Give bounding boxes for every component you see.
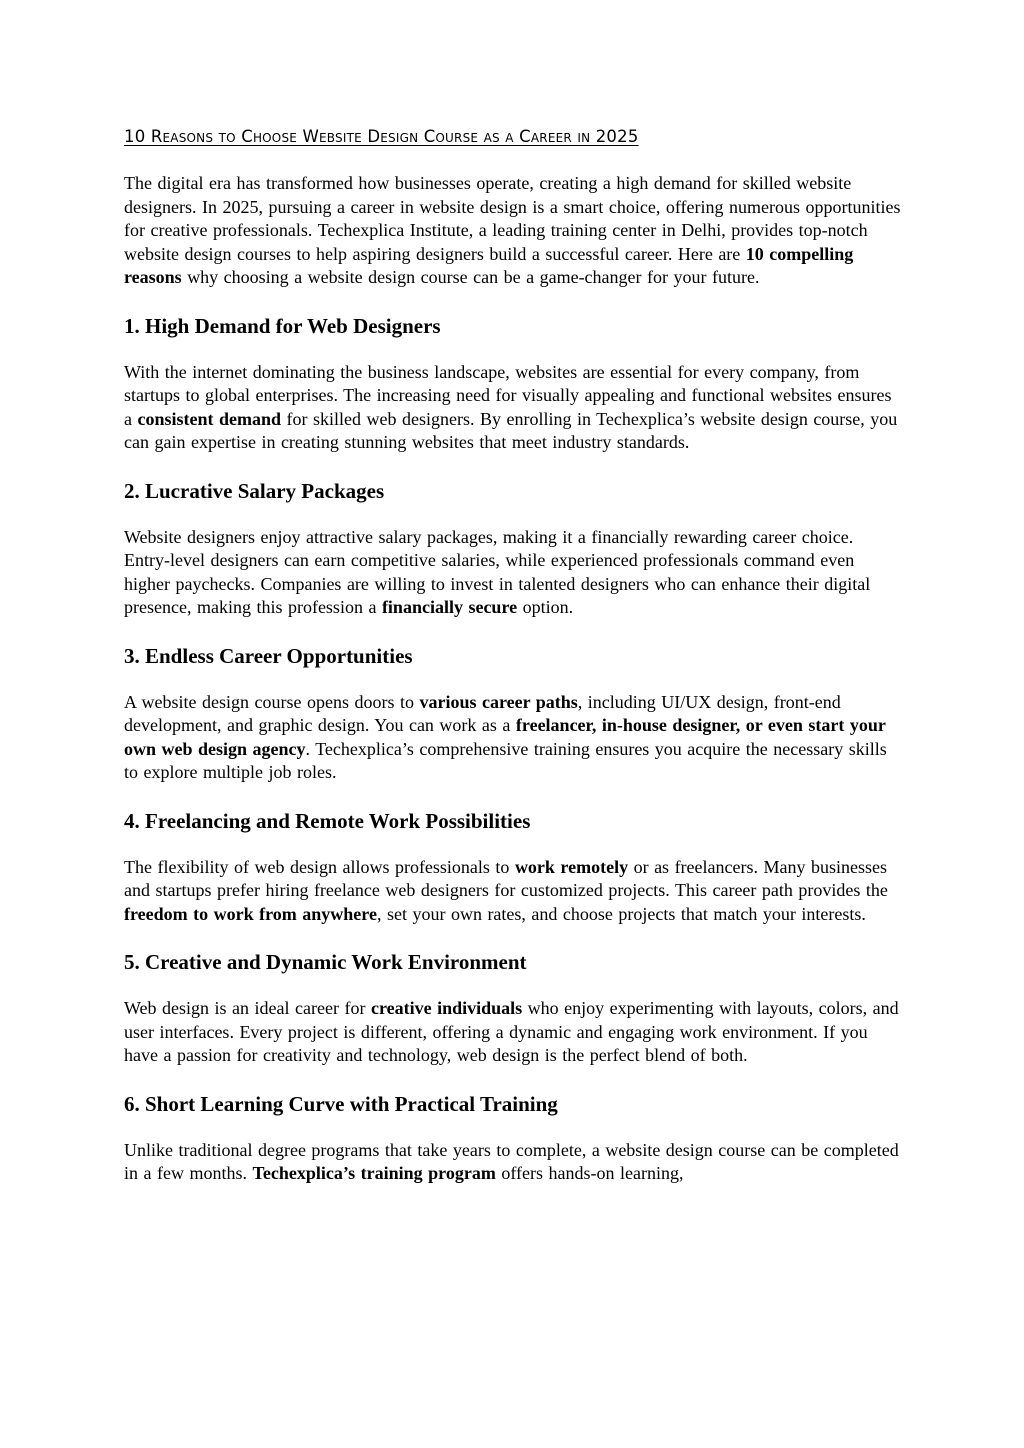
section-5 — [124, 949, 904, 1068]
body-text: Unlike traditional degree programs that take years to complete, a website design course can be completed in a few months. — [124, 1139, 899, 1183]
section-4 — [124, 808, 904, 927]
body-text: option. — [517, 597, 574, 617]
section-3 — [124, 643, 904, 785]
body-text: for skilled web designers. By enrolling in Techexplica’s website design course, you can gain expertise in creating stunning websites that meet industry standards. — [124, 408, 898, 452]
emphasized-text: freelancer, in-house designer, or even start your own web design agency — [124, 715, 886, 759]
emphasized-text: 10 compelling reasons — [124, 243, 854, 287]
section-heading: 2. Lucrative Salary Packages — [124, 478, 385, 503]
body-text: Web design is an ideal career for — [124, 998, 371, 1018]
emphasized-text: various career paths — [419, 691, 578, 712]
section-body — [124, 526, 904, 620]
section-body — [124, 691, 904, 785]
body-text: , including UI/UX design, front-end development, and graphic design. You can work as a — [124, 691, 841, 735]
section-heading: 5. Creative and Dynamic Work Environment — [124, 950, 527, 974]
section-1 — [124, 313, 904, 455]
emphasized-text: Techexplica’s training program — [252, 1163, 496, 1183]
section-heading: 3. Endless Career Opportunities — [124, 643, 413, 668]
sections-container — [124, 313, 904, 1186]
body-text: offers hands-on learning, — [495, 1163, 684, 1183]
emphasized-text: work remotely — [514, 856, 629, 877]
emphasized-text: consistent demand — [137, 408, 282, 429]
emphasized-text: creative individuals — [370, 998, 523, 1018]
section-body — [124, 1139, 904, 1186]
document-page — [124, 124, 904, 1186]
section-heading: 1. High Demand for Web Designers — [124, 313, 441, 338]
body-text: why choosing a website design course can be a game-changer for your future. — [181, 267, 760, 287]
emphasized-text: financially secure — [381, 597, 518, 617]
body-text: . Techexplica’s comprehensive training ensures you acquire the necessary skills to explore multiple job roles. — [124, 738, 887, 782]
section-heading: 4. Freelancing and Remote Work Possibilities — [124, 808, 531, 833]
body-text: Website designers enjoy attractive salary packages, making it a financially rewarding career choice. Entry-level designers can earn competitive salaries, while experienced professionals command even higher paychecks. Companies are willing to invest in talented designers who can enhance their digital presence, making this profession a — [124, 526, 871, 617]
body-text: The flexibility of web design allows professionals to — [124, 856, 515, 877]
section-2 — [124, 478, 904, 620]
body-text: or as freelancers. Many businesses and startups prefer hiring freelance web designers for customized projects. This career path provides the — [124, 856, 888, 900]
body-text: With the internet dominating the business landscape, websites are essential for every company, from startups to global enterprises. The increasing need for visually appealing and functional websites ensures a — [124, 361, 892, 429]
emphasized-text: freedom to work from anywhere — [124, 903, 377, 924]
intro-paragraph — [124, 172, 904, 290]
section-6 — [124, 1091, 904, 1186]
section-body — [124, 361, 904, 455]
section-body — [124, 997, 904, 1068]
body-text: , set your own rates, and choose projects that match your interests. — [376, 903, 866, 924]
body-text: A website design course opens doors to — [124, 691, 420, 712]
document-title: 10 Reasons to Choose Website Design Course as a Career in 2025 — [124, 127, 639, 146]
section-body — [124, 856, 904, 927]
body-text: The digital era has transformed how businesses operate, creating a high demand for skilled website designers. In 2025, pursuing a career in website design is a smart choice, offering numerous opportunities for creative professionals. Techexplica Institute, a leading training center in Delhi, provides top-notch website design courses to help aspiring designers build a successful career. Here are — [124, 173, 901, 264]
body-text: who enjoy experimenting with layouts, colors, and user interfaces. Every project is different, offering a dynamic and engaging work environment. If you have a passion for creativity and technology, web design is the perfect blend of both. — [124, 998, 899, 1065]
section-heading: 6. Short Learning Curve with Practical Training — [124, 1091, 558, 1116]
